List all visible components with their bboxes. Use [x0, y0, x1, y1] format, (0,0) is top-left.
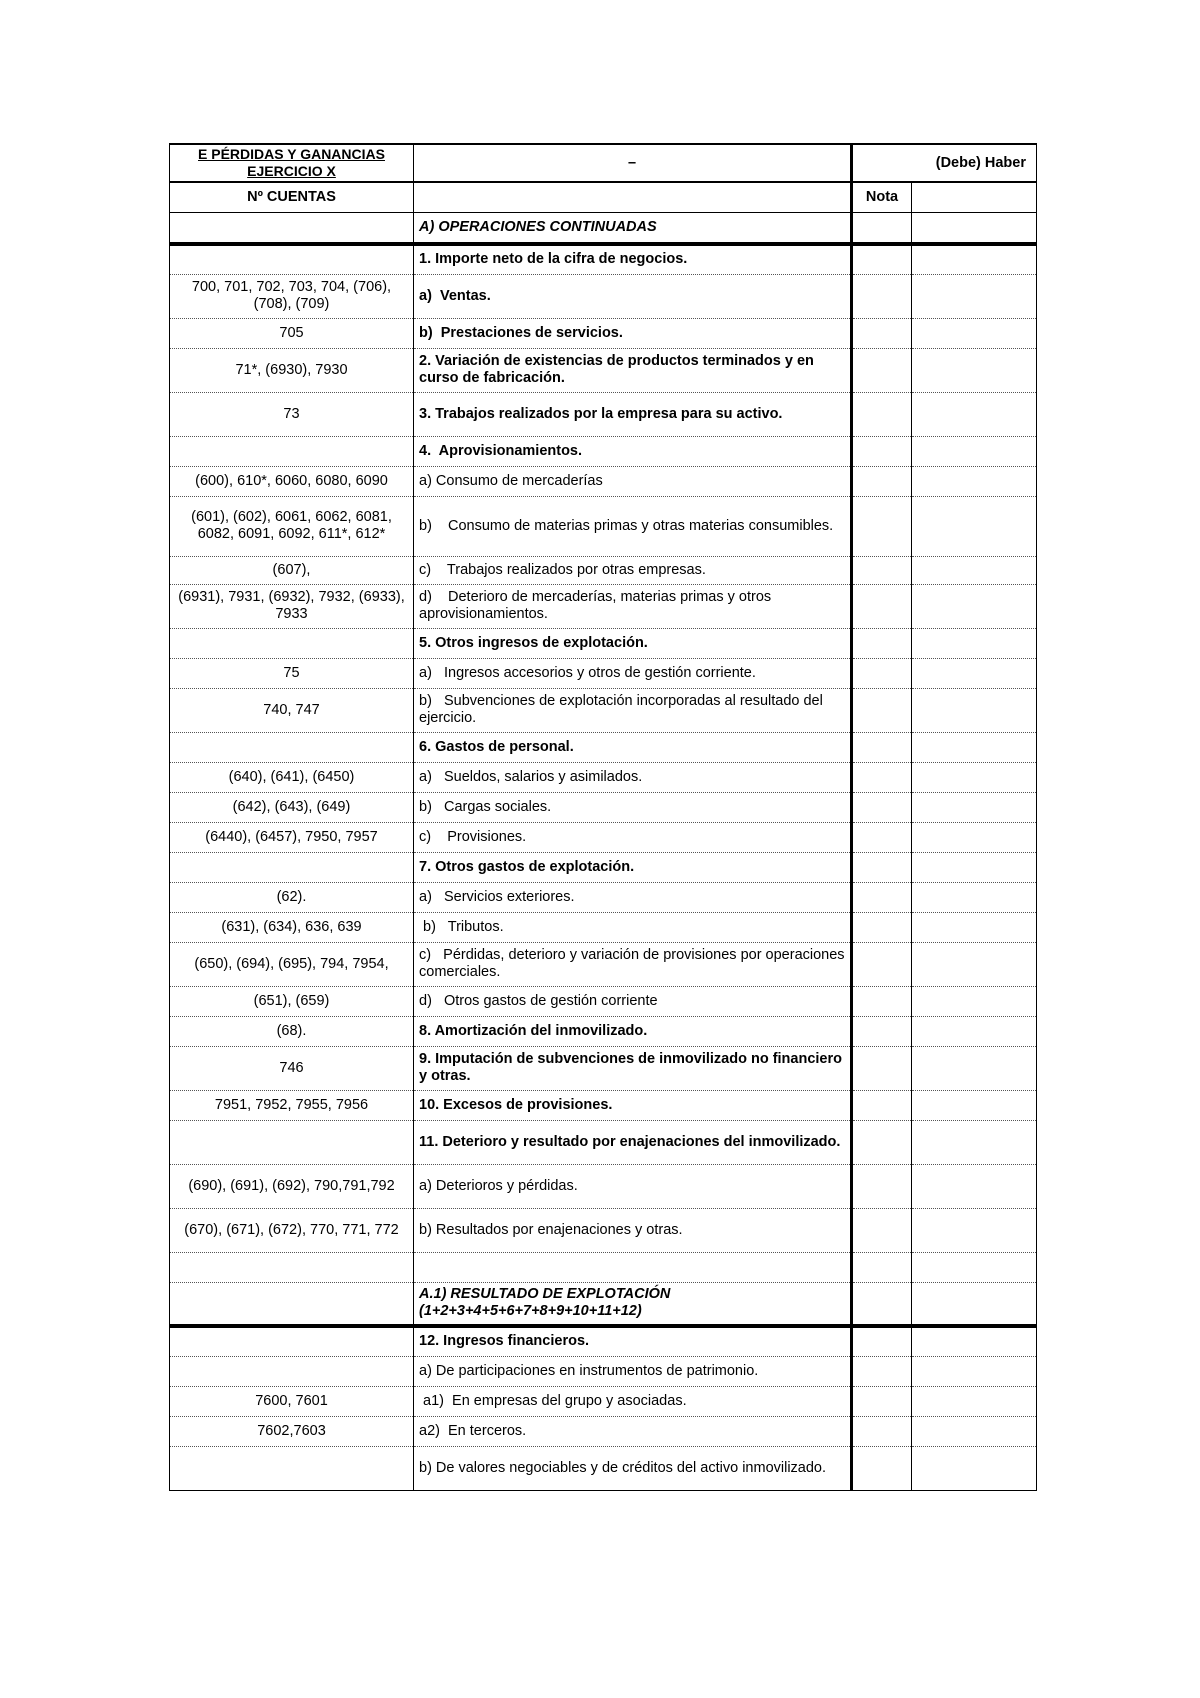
account-codes: 700, 701, 702, 703, 704, (706), (708), (709)	[170, 274, 414, 318]
amount-cell[interactable]	[912, 1164, 1037, 1208]
nota-cell[interactable]	[852, 318, 912, 348]
header-row	[170, 144, 1037, 182]
account-codes	[170, 852, 414, 882]
table-row	[170, 852, 1037, 882]
amount-cell[interactable]	[912, 792, 1037, 822]
column-importe	[912, 182, 1037, 212]
table-row	[170, 1164, 1037, 1208]
account-codes: 7602,7603	[170, 1416, 414, 1446]
concept-description: 9. Imputación de subvenciones de inmovilizado no financiero y otras.	[414, 1046, 852, 1090]
column-nota: Nota	[852, 182, 912, 212]
account-codes	[170, 244, 414, 274]
nota-cell[interactable]	[852, 244, 912, 274]
debe-haber-header: (Debe) Haber	[852, 144, 1037, 182]
account-codes: 705	[170, 318, 414, 348]
account-codes: 73	[170, 392, 414, 436]
concept-description: c) Provisiones.	[414, 822, 852, 852]
amount-cell[interactable]	[912, 658, 1037, 688]
nota-cell[interactable]	[852, 1386, 912, 1416]
table-row	[170, 1120, 1037, 1164]
concept-description: 7. Otros gastos de explotación.	[414, 852, 852, 882]
amount-cell[interactable]	[912, 1120, 1037, 1164]
concept-description: A) OPERACIONES CONTINUADAS	[414, 212, 852, 244]
account-codes: (651), (659)	[170, 986, 414, 1016]
table-row	[170, 1386, 1037, 1416]
account-codes: (670), (671), (672), 770, 771, 772	[170, 1208, 414, 1252]
account-codes: (601), (602), 6061, 6062, 6081, 6082, 6091, 6092, 611*, 612*	[170, 496, 414, 556]
table-row	[170, 584, 1037, 628]
profit-loss-table	[169, 143, 1037, 1491]
concept-description: d) Otros gastos de gestión corriente	[414, 986, 852, 1016]
concept-description: 2. Variación de existencias de productos terminados y en curso de fabricación.	[414, 348, 852, 392]
concept-description: 1. Importe neto de la cifra de negocios.	[414, 244, 852, 274]
concept-description: a1) En empresas del grupo y asociadas.	[414, 1386, 852, 1416]
table-row	[170, 556, 1037, 584]
concept-description: a) Consumo de mercaderías	[414, 466, 852, 496]
account-codes	[170, 436, 414, 466]
table-row	[170, 1416, 1037, 1446]
concept-description: 12. Ingresos financieros.	[414, 1326, 852, 1356]
amount-cell[interactable]	[912, 496, 1037, 556]
amount-cell[interactable]	[912, 1326, 1037, 1356]
concept-description: a) Ventas.	[414, 274, 852, 318]
nota-cell[interactable]	[852, 1164, 912, 1208]
table-row	[170, 986, 1037, 1016]
table-row	[170, 1252, 1037, 1282]
amount-cell[interactable]	[912, 1386, 1037, 1416]
amount-cell[interactable]	[912, 688, 1037, 732]
account-codes: (640), (641), (6450)	[170, 762, 414, 792]
account-codes	[170, 1326, 414, 1356]
header-middle: –	[414, 144, 852, 182]
concept-description: c) Trabajos realizados por otras empresas.	[414, 556, 852, 584]
amount-cell[interactable]	[912, 318, 1037, 348]
concept-description	[414, 1252, 852, 1282]
concept-description: b) Tributos.	[414, 912, 852, 942]
nota-cell[interactable]	[852, 732, 912, 762]
nota-cell[interactable]	[852, 1416, 912, 1446]
nota-cell[interactable]	[852, 274, 912, 318]
table-row	[170, 1208, 1037, 1252]
account-codes	[170, 212, 414, 244]
amount-cell[interactable]	[912, 1282, 1037, 1326]
nota-cell[interactable]	[852, 1090, 912, 1120]
concept-description: a) De participaciones en instrumentos de patrimonio.	[414, 1356, 852, 1386]
nota-cell[interactable]	[852, 986, 912, 1016]
table-row	[170, 762, 1037, 792]
nota-cell[interactable]	[852, 792, 912, 822]
table-row	[170, 942, 1037, 986]
nota-cell[interactable]	[852, 658, 912, 688]
account-codes: 740, 747	[170, 688, 414, 732]
amount-cell[interactable]	[912, 942, 1037, 986]
amount-cell[interactable]	[912, 628, 1037, 658]
nota-cell[interactable]	[852, 1252, 912, 1282]
amount-cell[interactable]	[912, 1446, 1037, 1490]
account-codes	[170, 732, 414, 762]
table-row	[170, 392, 1037, 436]
nota-cell[interactable]	[852, 496, 912, 556]
table-row	[170, 628, 1037, 658]
account-codes	[170, 1252, 414, 1282]
concept-description: A.1) RESULTADO DE EXPLOTACIÓN (1+2+3+4+5+6+7+8+9+10+11+12)	[414, 1282, 852, 1326]
amount-cell[interactable]	[912, 762, 1037, 792]
table-row	[170, 732, 1037, 762]
concept-description: 4. Aprovisionamientos.	[414, 436, 852, 466]
table-row	[170, 436, 1037, 466]
account-codes: 7951, 7952, 7955, 7956	[170, 1090, 414, 1120]
nota-cell[interactable]	[852, 852, 912, 882]
concept-description: 8. Amortización del inmovilizado.	[414, 1016, 852, 1046]
amount-cell[interactable]	[912, 852, 1037, 882]
table-row	[170, 318, 1037, 348]
amount-cell[interactable]	[912, 986, 1037, 1016]
concept-description: 11. Deterioro y resultado por enajenaciones del inmovilizado.	[414, 1120, 852, 1164]
table-row	[170, 466, 1037, 496]
nota-cell[interactable]	[852, 556, 912, 584]
nota-cell[interactable]	[852, 628, 912, 658]
amount-cell[interactable]	[912, 584, 1037, 628]
concept-description: b) Resultados por enajenaciones y otras.	[414, 1208, 852, 1252]
statement-title	[170, 144, 414, 182]
amount-cell[interactable]	[912, 348, 1037, 392]
concept-description: d) Deterioro de mercaderías, materias primas y otros aprovisionamientos.	[414, 584, 852, 628]
account-codes: (650), (694), (695), 794, 7954,	[170, 942, 414, 986]
concept-description: b) Consumo de materias primas y otras materias consumibles.	[414, 496, 852, 556]
nota-cell[interactable]	[852, 1016, 912, 1046]
account-codes: (642), (643), (649)	[170, 792, 414, 822]
amount-cell[interactable]	[912, 274, 1037, 318]
title-line-1: E PÉRDIDAS Y GANANCIAS	[198, 146, 385, 162]
nota-cell[interactable]	[852, 1046, 912, 1090]
account-codes: (6440), (6457), 7950, 7957	[170, 822, 414, 852]
amount-cell[interactable]	[912, 1208, 1037, 1252]
concept-description: 10. Excesos de provisiones.	[414, 1090, 852, 1120]
concept-description: a) Servicios exteriores.	[414, 882, 852, 912]
amount-cell[interactable]	[912, 436, 1037, 466]
concept-description: 3. Trabajos realizados por la empresa para su activo.	[414, 392, 852, 436]
concept-description: a) Sueldos, salarios y asimilados.	[414, 762, 852, 792]
amount-cell[interactable]	[912, 244, 1037, 274]
amount-cell[interactable]	[912, 466, 1037, 496]
concept-description: a2) En terceros.	[414, 1416, 852, 1446]
nota-cell[interactable]	[852, 466, 912, 496]
concept-description: a) Ingresos accesorios y otros de gestión corriente.	[414, 658, 852, 688]
column-header-row	[170, 182, 1037, 212]
amount-cell[interactable]	[912, 1090, 1037, 1120]
account-codes: (690), (691), (692), 790,791,792	[170, 1164, 414, 1208]
amount-cell[interactable]	[912, 822, 1037, 852]
account-codes: 7600, 7601	[170, 1386, 414, 1416]
table-row	[170, 212, 1037, 244]
table-row	[170, 1046, 1037, 1090]
account-codes	[170, 628, 414, 658]
nota-cell[interactable]	[852, 1356, 912, 1386]
amount-cell[interactable]	[912, 1416, 1037, 1446]
nota-cell[interactable]	[852, 436, 912, 466]
table-row	[170, 1016, 1037, 1046]
concept-description: 5. Otros ingresos de explotación.	[414, 628, 852, 658]
concept-description: a) Deterioros y pérdidas.	[414, 1164, 852, 1208]
table-row	[170, 882, 1037, 912]
account-codes: 746	[170, 1046, 414, 1090]
amount-cell[interactable]	[912, 1356, 1037, 1386]
account-codes	[170, 1120, 414, 1164]
nota-cell[interactable]	[852, 762, 912, 792]
nota-cell[interactable]	[852, 942, 912, 986]
amount-cell[interactable]	[912, 882, 1037, 912]
table-row	[170, 688, 1037, 732]
account-codes: 75	[170, 658, 414, 688]
concept-description: 6. Gastos de personal.	[414, 732, 852, 762]
table-row	[170, 1446, 1037, 1490]
account-codes: (62).	[170, 882, 414, 912]
table-row	[170, 274, 1037, 318]
account-codes: (631), (634), 636, 639	[170, 912, 414, 942]
title-line-2: EJERCICIO X	[247, 163, 336, 179]
nota-cell[interactable]	[852, 1120, 912, 1164]
concept-description: b) De valores negociables y de créditos del activo inmovilizado.	[414, 1446, 852, 1490]
account-codes: (6931), 7931, (6932), 7932, (6933), 7933	[170, 584, 414, 628]
nota-cell[interactable]	[852, 1446, 912, 1490]
account-codes: (607),	[170, 556, 414, 584]
nota-cell[interactable]	[852, 882, 912, 912]
table-row	[170, 496, 1037, 556]
table-row	[170, 348, 1037, 392]
amount-cell[interactable]	[912, 392, 1037, 436]
nota-cell[interactable]	[852, 912, 912, 942]
account-codes: (68).	[170, 1016, 414, 1046]
table-row	[170, 1356, 1037, 1386]
nota-cell[interactable]	[852, 392, 912, 436]
column-cuentas: Nº CUENTAS	[170, 182, 414, 212]
amount-cell[interactable]	[912, 912, 1037, 942]
amount-cell[interactable]	[912, 1046, 1037, 1090]
nota-cell[interactable]	[852, 688, 912, 732]
nota-cell[interactable]	[852, 1208, 912, 1252]
nota-cell[interactable]	[852, 212, 912, 244]
concept-description: c) Pérdidas, deterioro y variación de provisiones por operaciones comerciales.	[414, 942, 852, 986]
table-row	[170, 1326, 1037, 1356]
account-codes	[170, 1356, 414, 1386]
table-row	[170, 244, 1037, 274]
nota-cell[interactable]	[852, 584, 912, 628]
table-row	[170, 912, 1037, 942]
table-row	[170, 1090, 1037, 1120]
account-codes	[170, 1282, 414, 1326]
concept-description: b) Cargas sociales.	[414, 792, 852, 822]
column-concepto	[414, 182, 852, 212]
account-codes	[170, 1446, 414, 1490]
account-codes: (600), 610*, 6060, 6080, 6090	[170, 466, 414, 496]
amount-cell[interactable]	[912, 212, 1037, 244]
nota-cell[interactable]	[852, 1282, 912, 1326]
nota-cell[interactable]	[852, 348, 912, 392]
table-row	[170, 658, 1037, 688]
concept-description: b) Prestaciones de servicios.	[414, 318, 852, 348]
table-row	[170, 792, 1037, 822]
table-row	[170, 1282, 1037, 1326]
amount-cell[interactable]	[912, 732, 1037, 762]
amount-cell[interactable]	[912, 1016, 1037, 1046]
account-codes: 71*, (6930), 7930	[170, 348, 414, 392]
nota-cell[interactable]	[852, 822, 912, 852]
nota-cell[interactable]	[852, 1326, 912, 1356]
table-row	[170, 822, 1037, 852]
amount-cell[interactable]	[912, 556, 1037, 584]
concept-description: b) Subvenciones de explotación incorporadas al resultado del ejercicio.	[414, 688, 852, 732]
amount-cell[interactable]	[912, 1252, 1037, 1282]
